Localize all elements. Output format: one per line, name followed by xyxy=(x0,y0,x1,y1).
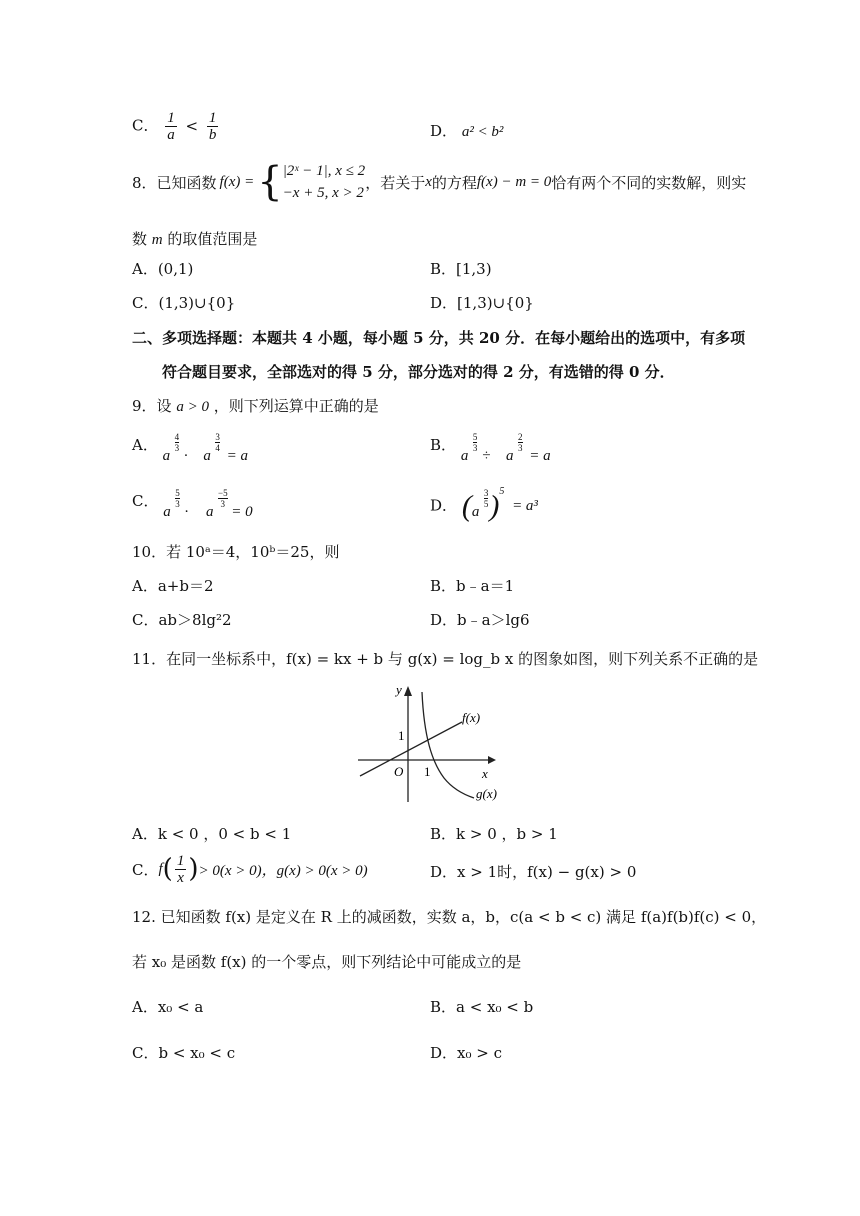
section-heading: 二、多项选择题：本题共 4 小题，每小题 5 分，共 20 分．在每小题给出的选项中，有多项 xyxy=(132,329,746,347)
q7-option-d: D． a² < b² xyxy=(430,122,504,140)
fraction-one-over-x: $\frac{1}{x}$ xyxy=(176,852,185,886)
q10-option-d: D．b﹣a＞lg6 xyxy=(430,611,530,629)
q8-option-b: B．[1,3) xyxy=(430,260,492,278)
q8-stem-line2: 数 m 的取值范围是 xyxy=(132,230,258,248)
origin-label: O xyxy=(394,764,404,779)
q10-option-c: C．ab＞8lg²2 xyxy=(132,611,232,629)
f-label: f(x) xyxy=(462,710,481,725)
f-line xyxy=(360,722,462,776)
q9-option-d: D． (a 3 5 )$^5$ = a³ xyxy=(430,486,538,523)
q8-option-c: C．(1,3)∪{0} xyxy=(132,294,236,312)
x-axis-arrow xyxy=(488,756,496,764)
q11-option-d: D．x > 1时，f(x) − g(x) > 0 xyxy=(430,863,637,881)
q11-graph xyxy=(352,682,502,806)
q10-option-b: B．b﹣a＝1 xyxy=(430,577,515,595)
g-curve xyxy=(422,692,474,798)
q12-option-d: D．x₀ > c xyxy=(430,1044,503,1062)
x-tick-label: 1 xyxy=(424,764,431,779)
q7-option-c: C． $\frac{1}{a}$ < $\frac{1}{b}$ xyxy=(132,110,217,143)
section-heading-line2: 符合题目要求，全部选对的得 5 分，部分选对的得 2 分，有选错的得 0 分． xyxy=(162,363,675,381)
q12-option-a: A．x₀ < a xyxy=(132,998,204,1016)
q11-option-a: A．k < 0 ，0 < b < 1 xyxy=(132,825,292,843)
q9-option-a: A． a 4 3 · a 3 4 = a xyxy=(132,432,248,464)
q11-option-c: C． f ( $\frac{1}{x}$ ) > 0(x > 0)，g(x) > 0(x > 0) xyxy=(132,852,368,886)
q12-stem: 12. 已知函数 f(x) 是定义在 R 上的减函数，实数 a，b，c(a < b < c) 满足 f(a)f(b)f(c) < 0， xyxy=(132,908,767,926)
option-label: C． xyxy=(132,116,159,135)
q8-stem: 8．已知函数 f(x) = { |2ˣ − 1|, x ≤ 2 −x + 5, x > 2 ，若关于 x 的方程 f(x) − m = 0 恰有两个不同的实数解，则实 xyxy=(132,159,747,205)
g-label: g(x) xyxy=(476,786,497,801)
q11-stem: 11．在同一坐标系中，f(x) = kx + b 与 g(x) = log_b x 的图象如图，则下列关系不正确的是 xyxy=(132,650,759,668)
y-axis-label: y xyxy=(396,682,402,697)
piecewise-cases: |2ˣ − 1|, x ≤ 2 −x + 5, x > 2 xyxy=(282,163,366,201)
q10-stem: 10．若 10ᵃ＝4，10ᵇ＝25，则 xyxy=(132,543,340,561)
q9-option-c: C． a 5 3 · a −5 3 = 0 xyxy=(132,488,253,520)
q8-option-d: D．[1,3)∪{0} xyxy=(430,294,534,312)
q11-option-b: B．k > 0 ，b > 1 xyxy=(430,825,558,843)
q9-stem: 9．设 a > 0 ，则下列运算中正确的是 xyxy=(132,397,379,415)
x-axis-label: x xyxy=(482,766,488,781)
y-axis-arrow xyxy=(404,686,412,696)
fraction-one-over-b: $\frac{1}{b}$ xyxy=(208,110,217,143)
q12-option-b: B．a < x₀ < b xyxy=(430,998,534,1016)
q8-option-a: A．(0,1) xyxy=(132,260,194,278)
fraction-one-over-a: $\frac{1}{a}$ xyxy=(167,110,175,143)
q12-stem-line2: 若 x₀ 是函数 f(x) 的一个零点，则下列结论中可能成立的是 xyxy=(132,953,522,971)
q12-option-c: C．b < x₀ < c xyxy=(132,1044,236,1062)
q9-option-b: B． a 5 3 ÷ a 2 3 = a xyxy=(430,432,551,464)
q10-option-a: A．a+b＝2 xyxy=(132,577,214,595)
piecewise-brace: { xyxy=(257,159,283,205)
y-tick-label: 1 xyxy=(398,728,405,743)
